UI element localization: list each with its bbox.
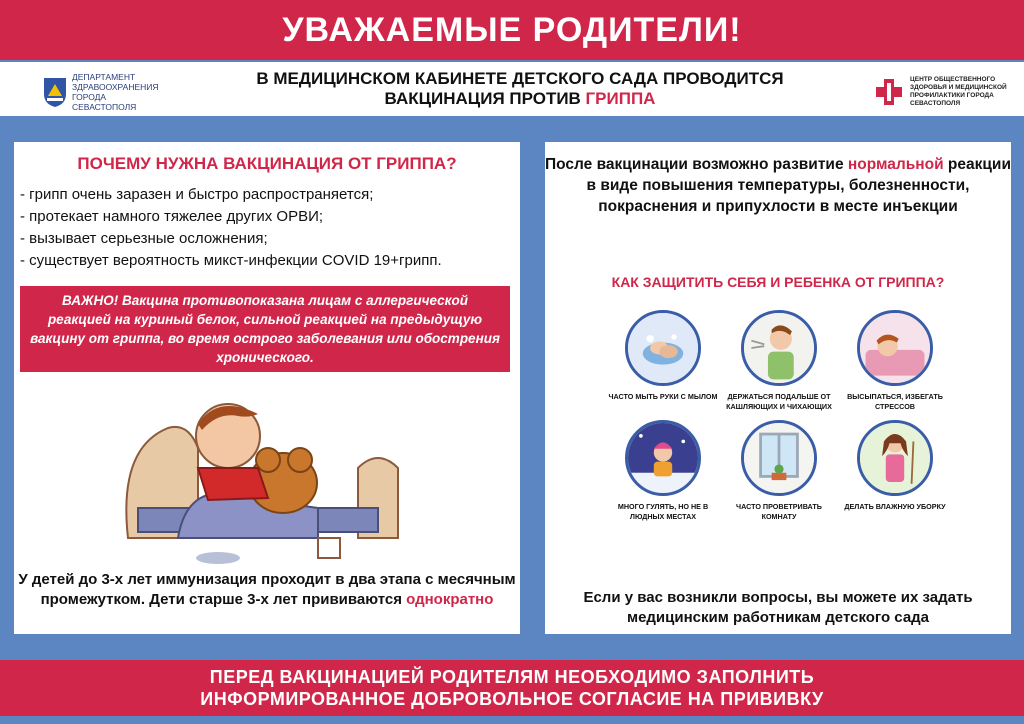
- open-window-icon: [741, 420, 817, 496]
- list-item: - протекает намного тяжелее других ОРВИ;: [20, 208, 324, 225]
- department-logo: [42, 72, 172, 112]
- tip-item: [605, 420, 721, 524]
- tip-label: ДЕЛАТЬ ВЛАЖНУЮ УБОРКУ: [844, 502, 946, 511]
- center-logo-text: ЦЕНТР ОБЩЕСТВЕННОГО ЗДОРОВЬЯ И МЕДИЦИНСКОЙ ПРОФИЛАКТИКИ ГОРОДА СЕВАСТОПОЛЯ: [910, 76, 1007, 107]
- reasons-list: [20, 184, 442, 272]
- right-panel: [545, 142, 1011, 634]
- cleaning-woman-icon: [857, 420, 933, 496]
- questions-note: Если у вас возникли вопросы, вы можете их задать медицинским работникам детского сада: [583, 589, 973, 626]
- tip-label: ЧАСТО ПРОВЕТРИВАТЬ КОМНАТУ: [736, 502, 822, 521]
- immunization-text: У детей до 3-х лет иммунизация проходит в два этапа с месячным промежутком. Дети старше 3-х лет прививаются: [18, 571, 516, 608]
- tip-item: [605, 310, 721, 414]
- header: [0, 62, 1024, 116]
- bottom-banner: [0, 660, 1024, 716]
- left-panel: [14, 142, 520, 634]
- header-title-line1: В МЕДИЦИНСКОМ КАБИНЕТЕ ДЕТСКОГО САДА ПРОВОДИТСЯ: [256, 69, 784, 88]
- protect-heading: КАК ЗАЩИТИТЬ СЕБЯ И РЕБЕНКА ОТ ГРИППА?: [611, 274, 945, 290]
- tip-item: [837, 310, 953, 414]
- warning-text: ВАЖНО! Вакцина противопоказана лицам с аллергической реакцией на куриный белок, сильной реакцией на предыдущую вакцину от гриппа, во время острого заболевания или обострения хронического.: [30, 293, 500, 365]
- immunization-note: [14, 570, 520, 610]
- after-vaccination-start: После вакцинации возможно развитие: [545, 156, 848, 173]
- list-item: - вызывает серьезные осложнения;: [20, 230, 268, 247]
- after-vaccination-end: реакции в виде повышения температуры, болезненности, покраснения и припухлости в месте инъекции: [586, 156, 1011, 215]
- hand-washing-icon: [625, 310, 701, 386]
- tip-item: [837, 420, 953, 524]
- list-item: - грипп очень заразен и быстро распространяется;: [20, 186, 374, 203]
- header-title-line2: [190, 89, 850, 109]
- tips-grid: [605, 310, 961, 524]
- top-banner: [0, 0, 1024, 60]
- center-logo: [874, 76, 1024, 108]
- bottom-banner-line2: ИНФОРМИРОВАННОЕ ДОБРОВОЛЬНОЕ СОГЛАСИЕ НА ПРИВИВКУ: [200, 689, 824, 709]
- tip-label: ЧАСТО МЫТЬ РУКИ С МЫЛОМ: [608, 392, 718, 401]
- tip-label: ВЫСЫПАТЬСЯ, ИЗБЕГАТЬ СТРЕССОВ: [847, 392, 943, 411]
- warning-box: [20, 286, 510, 372]
- tip-label: ДЕРЖАТЬСЯ ПОДАЛЬШЕ ОТ КАШЛЯЮЩИХ И ЧИХАЮЩИХ: [726, 392, 832, 411]
- bottom-banner-line1: ПЕРЕД ВАКЦИНАЦИЕЙ РОДИТЕЛЯМ НЕОБХОДИМО ЗАПОЛНИТЬ: [209, 667, 815, 687]
- department-logo-text: ДЕПАРТАМЕНТ ЗДРАВООХРАНЕНИЯ ГОРОДА СЕВАСТОПОЛЯ: [72, 72, 159, 112]
- list-item: - существует вероятность микст-инфекции COVID 19+грипп.: [20, 252, 442, 269]
- immunization-highlight: однократно: [406, 591, 494, 608]
- sevastopol-emblem-icon: [42, 76, 68, 108]
- tip-label: МНОГО ГУЛЯТЬ, НО НЕ В ЛЮДНЫХ МЕСТАХ: [617, 502, 709, 521]
- header-title-line2-start: ВАКЦИНАЦИЯ ПРОТИВ: [384, 89, 586, 108]
- tip-item: [721, 420, 837, 524]
- header-title: [190, 69, 850, 109]
- sick-child-in-bed-illustration: [118, 388, 418, 568]
- why-vaccinate-heading: ПОЧЕМУ НУЖНА ВАКЦИНАЦИЯ ОТ ГРИППА?: [77, 154, 457, 173]
- after-vaccination-highlight: нормальной: [847, 156, 944, 173]
- sleeping-girl-icon: [857, 310, 933, 386]
- tip-item: [721, 310, 837, 414]
- coughing-person-icon: [741, 310, 817, 386]
- red-cross-icon: [874, 77, 904, 107]
- winter-walk-icon: [625, 420, 701, 496]
- page-title: УВАЖАЕМЫЕ РОДИТЕЛИ!: [282, 11, 742, 49]
- after-vaccination-note: [545, 154, 1011, 217]
- header-title-highlight: ГРИППА: [585, 89, 656, 108]
